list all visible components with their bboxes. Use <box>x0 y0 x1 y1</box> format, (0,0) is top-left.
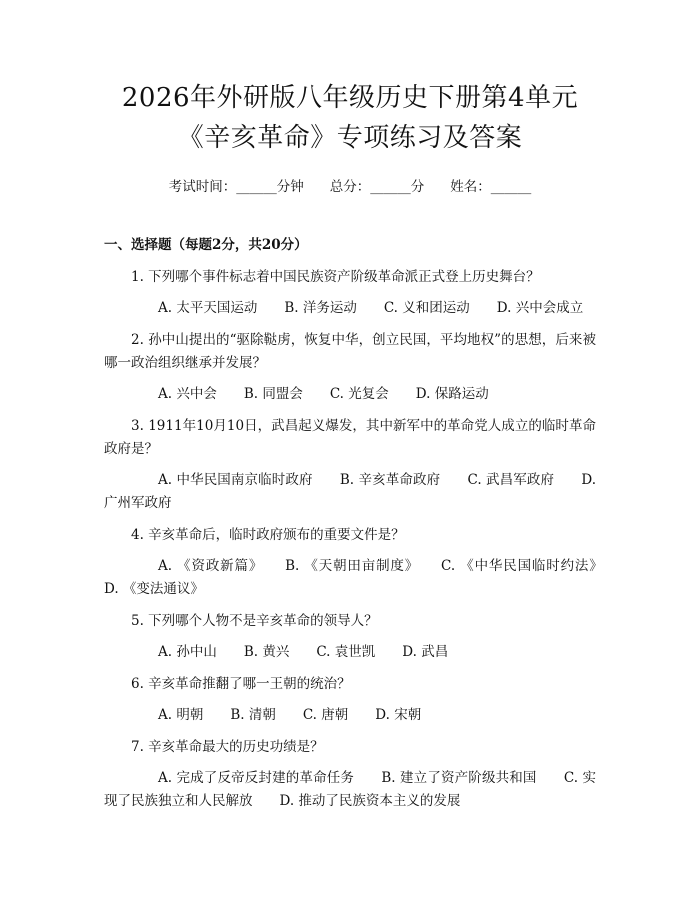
question-options: A. 《资政新篇》 B. 《天朝田亩制度》 C. 《中华民国临时约法》 D. 《变法通议》 <box>104 558 623 597</box>
question-stem: 1. 下列哪个事件标志着中国民族资产阶级革命派正式登上历史舞台？ <box>131 269 540 285</box>
question-options: A. 明朝 B. 清朝 C. 唐朝 D. 宋朝 <box>158 707 422 723</box>
question-stem: 6. 辛亥革命推翻了哪一王朝的统治？ <box>131 676 351 692</box>
question-stem: 2. 孙中山提出的“驱除鞑虏，恢复中华，创立民国，平均地权”的思想，后来被哪一政治组织继承并发展？ <box>104 332 596 371</box>
question-3 <box>104 415 596 515</box>
question-options: A. 兴中会 B. 同盟会 C. 光复会 D. 保路运动 <box>158 386 489 402</box>
question-options: A. 完成了反帝反封建的革命任务 B. 建立了资产阶级共和国 C. 实现了民族独立和人民解放 D. 推动了民族资本主义的发展 <box>104 770 596 809</box>
question-stem: 5. 下列哪个人物不是辛亥革命的领导人？ <box>131 613 378 629</box>
question-1 <box>104 266 596 320</box>
question-2 <box>104 329 596 406</box>
question-stem: 7. 辛亥革命最大的历史功绩是？ <box>131 739 324 755</box>
question-options: A. 中华民国南京临时政府 B. 辛亥革命政府 C. 武昌军政府 D. 广州军政府 <box>104 472 596 511</box>
exam-score: 总分：______分 <box>329 179 425 195</box>
section-title: 一、选择题（每题2分，共20分） <box>104 237 308 253</box>
question-options: A. 孙中山 B. 黄兴 C. 袁世凯 D. 武昌 <box>158 644 449 660</box>
exam-name: 姓名：______ <box>450 179 532 195</box>
question-stem: 4. 辛亥革命后，临时政府颁布的重要文件是？ <box>131 527 405 543</box>
question-options: A. 太平天国运动 B. 洋务运动 C. 义和团运动 D. 兴中会成立 <box>158 300 584 316</box>
exam-meta <box>104 176 596 198</box>
document-title: 2026年外研版八年级历史下册第4单元《辛亥革命》专项练习及答案 <box>121 83 579 153</box>
question-6 <box>104 673 596 727</box>
question-4 <box>104 524 623 601</box>
exam-time: 考试时间：______分钟 <box>168 179 304 195</box>
question-stem: 3. 1911年10月10日，武昌起义爆发，其中新军中的革命党人成立的临时革命政府是？ <box>104 418 596 457</box>
question-5 <box>104 610 596 664</box>
question-7 <box>104 736 596 813</box>
